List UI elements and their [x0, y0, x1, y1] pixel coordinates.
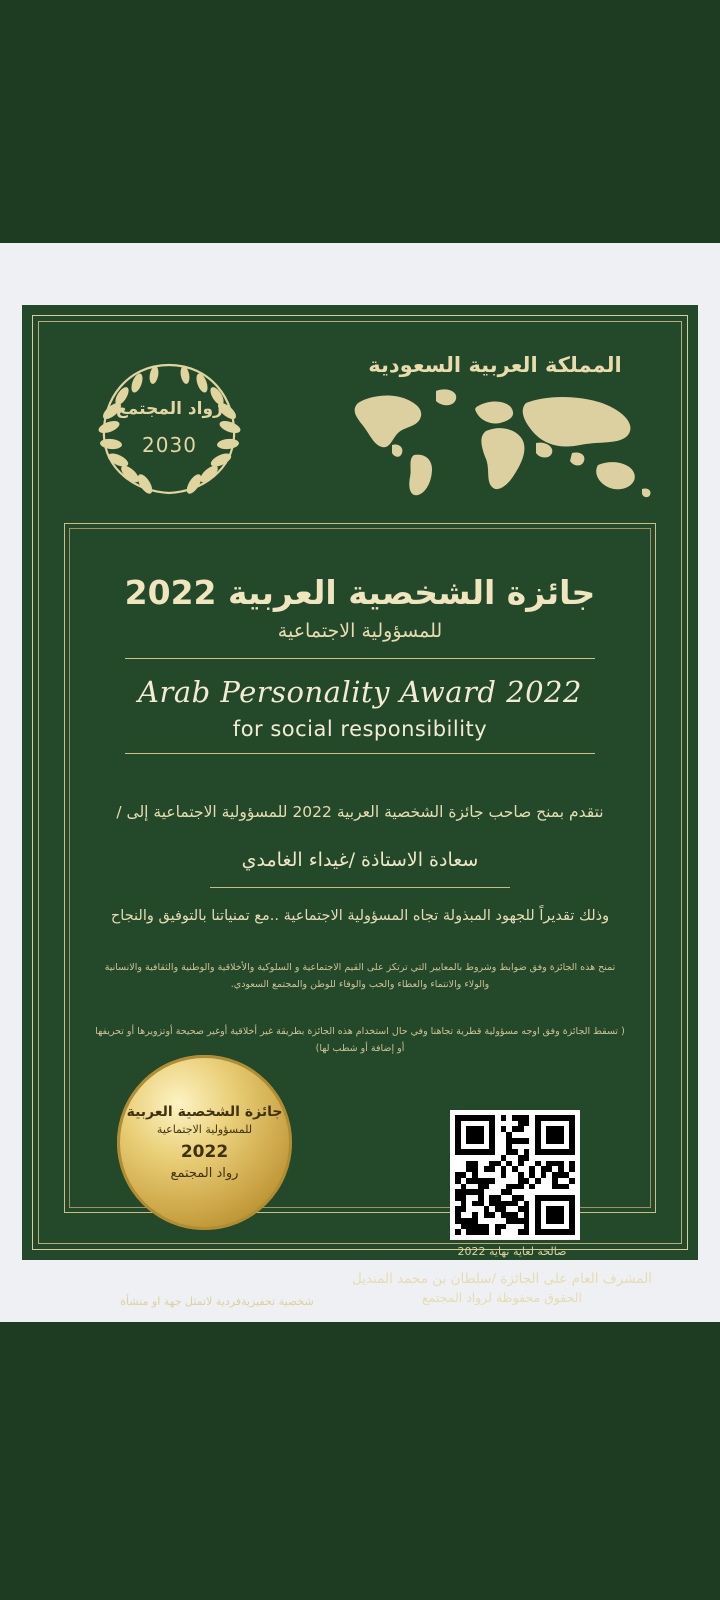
laurel-wreath-emblem	[82, 351, 257, 501]
seal-line-3: 2022	[180, 1142, 229, 1162]
emblem-year: 2030	[142, 433, 197, 457]
footer-note: شخصية تحفيزيةفردية لاتمثل جهة او منشأة	[120, 1295, 314, 1308]
world-map-icon	[340, 383, 660, 501]
kingdom-label: المملكة العربية السعودية	[368, 353, 622, 377]
title-arabic: جائزة الشخصية العربية 2022	[124, 573, 596, 612]
qr-code-pattern	[455, 1115, 575, 1235]
title-block	[22, 573, 698, 754]
kingdom-block	[330, 353, 660, 501]
gold-seal-badge	[117, 1055, 292, 1230]
certificate-header	[50, 333, 670, 513]
rights-text: الحقوق محفوظة لرواد المجتمع	[422, 1290, 582, 1305]
seal-line-1: جائزة الشخصية العربية	[126, 1104, 283, 1120]
divider-top	[125, 658, 595, 659]
fineprint-paragraph-2: ( تسقط الجائزة وفق اوجه مسؤولية قطرية تجاهنا وفي حال استخدام هذه الجائزة بطريقة غير أخلاقية أوغير صحيحة أوتزويرها أو تحريفها أو إضافة أو شطب لها)	[95, 1026, 625, 1055]
appreciation-line: وذلك تقديراً للجهود المبذولة تجاه المسؤولية الاجتماعية ..مع تمنياتنا بالتوفيق والنجاح	[110, 908, 610, 924]
subtitle-english: for social responsibility	[232, 717, 488, 741]
seal-line-2: للمسؤولية الاجتماعية	[156, 1123, 253, 1136]
bottom-background-band	[0, 1322, 720, 1600]
name-underline	[210, 887, 510, 888]
body-block	[82, 803, 638, 924]
supervisor-text: المشرف العام على الجائزة /سلطان بن محمد المنديل	[352, 1271, 652, 1287]
title-english: Arab Personality Award 2022	[138, 675, 582, 709]
validity-text: صالحة لغاية نهاية 2022	[457, 1245, 567, 1258]
presentation-line: نتقدم بمنح صاحب جائزة الشخصية العربية 2022 للمسؤولية الاجتماعية إلى /	[116, 803, 604, 821]
divider-bottom	[125, 753, 595, 754]
certificate	[22, 305, 698, 1308]
top-background-band	[0, 0, 720, 243]
emblem-label: رواد المجتمع	[116, 399, 223, 419]
seal-line-4: رواد المجتمع	[170, 1166, 239, 1181]
recipient-name: سعادة الاستاذة /غيداء الغامدي	[241, 849, 479, 871]
subtitle-arabic: للمسؤولية الاجتماعية	[277, 620, 443, 642]
fineprint-paragraph-1: تمنح هذه الجائزة وفق ضوابط وشروط بالمعايير التي ترتكز على القيم الاجتماعية و السلوكية والأخلاقية والوطنية والثقافية والانسانية والولاء والانتماء والعطاء والحب والوفاء للوطن والمجتمع السعودي.	[104, 962, 616, 990]
qr-code[interactable]	[450, 1110, 580, 1240]
